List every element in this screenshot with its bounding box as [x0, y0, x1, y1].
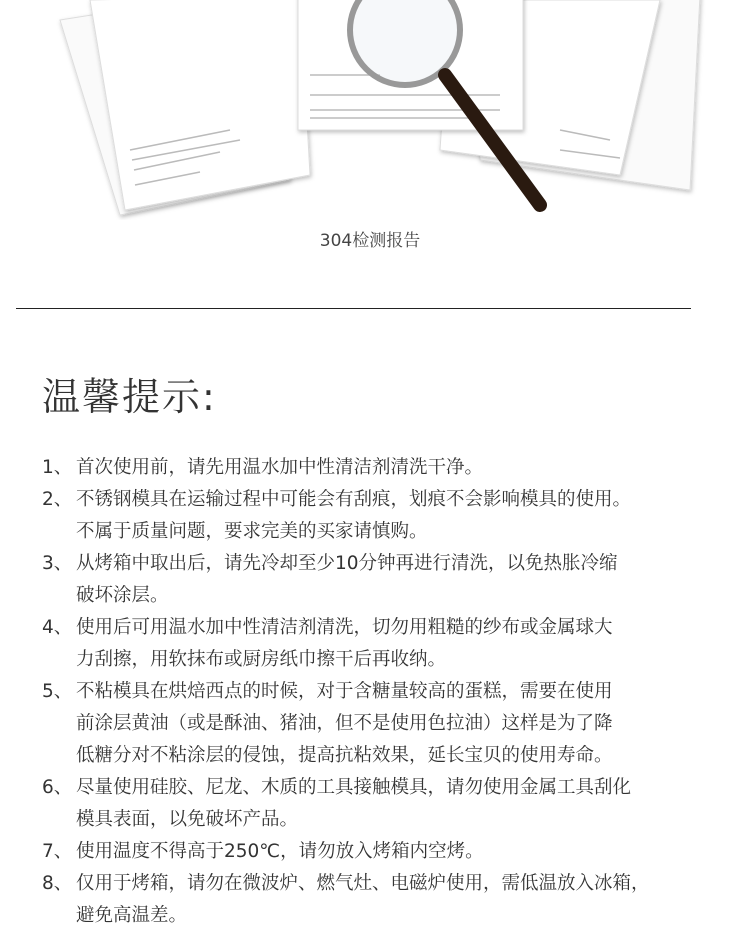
tip-line — [42, 548, 742, 580]
tip-text: 不属于质量问题，要求完美的买家请慎购。 — [76, 521, 428, 542]
tip-text: 不粘模具在烘焙西点的时候，对于含糖量较高的蛋糕，需要在使用 — [76, 681, 613, 702]
tip-item — [42, 612, 742, 676]
divider — [16, 308, 691, 309]
tip-item — [42, 836, 742, 868]
tip-item — [42, 452, 742, 484]
tip-text: 从烤箱中取出后，请先冷却至少10分钟再进行清洗，以免热胀冷缩 — [76, 553, 618, 574]
tip-line — [42, 580, 742, 612]
tip-number: 3、 — [42, 553, 73, 574]
tip-text: 尽量使用硅胶、尼龙、木质的工具接触模具，请勿使用金属工具刮化 — [76, 777, 632, 798]
tip-text: 破坏涂层。 — [76, 585, 169, 606]
tip-text: 首次使用前，请先用温水加中性清洁剂清洗干净。 — [76, 457, 484, 478]
tip-text: 低糖分对不粘涂层的侵蚀，提高抗粘效果，延长宝贝的使用寿命。 — [76, 745, 613, 766]
tip-number: 6、 — [42, 777, 73, 798]
tip-line — [42, 644, 742, 676]
tip-item — [42, 772, 742, 836]
tip-line — [42, 900, 742, 932]
tip-text: 模具表面，以免破坏产品。 — [76, 809, 299, 830]
tips-list — [42, 452, 742, 932]
tip-item — [42, 548, 742, 612]
tip-number: 8、 — [42, 873, 73, 894]
tip-line — [42, 484, 742, 516]
report-caption: 304检测报告 — [319, 231, 421, 251]
tip-number: 5、 — [42, 681, 73, 702]
tip-line — [42, 708, 742, 740]
tips-title: 温馨提示: — [42, 375, 217, 419]
report-sheet-left — [90, 0, 310, 210]
tip-item — [42, 868, 742, 932]
tip-number: 7、 — [42, 841, 73, 862]
tip-text: 仅用于烤箱，请勿在微波炉、燃气灶、电磁炉使用，需低温放入冰箱， — [76, 873, 650, 894]
tip-line — [42, 804, 742, 836]
tip-text: 不锈钢模具在运输过程中可能会有刮痕，划痕不会影响模具的使用。 — [76, 489, 632, 510]
tip-line — [42, 836, 742, 868]
tip-text: 力刮擦，用软抹布或厨房纸巾擦干后再收纳。 — [76, 649, 447, 670]
tip-item — [42, 676, 742, 772]
tip-line — [42, 868, 742, 900]
tip-text: 避免高温差。 — [76, 905, 188, 926]
tip-item — [42, 484, 742, 548]
tip-line — [42, 740, 742, 772]
tip-text: 使用后可用温水加中性清洁剂清洗，切勿用粗糙的纱布或金属球大 — [76, 617, 613, 638]
tip-line — [42, 772, 742, 804]
tip-number: 4、 — [42, 617, 73, 638]
tip-text: 前涂层黄油（或是酥油、猪油，但不是使用色拉油）这样是为了降 — [76, 713, 613, 734]
tip-line — [42, 676, 742, 708]
tip-line — [42, 612, 742, 644]
tip-text: 使用温度不得高于250℃，请勿放入烤箱内空烤。 — [76, 841, 484, 862]
test-report-image — [0, 0, 750, 220]
tip-number: 1、 — [42, 457, 73, 478]
tip-line — [42, 516, 742, 548]
tip-line — [42, 452, 742, 484]
tip-number: 2、 — [42, 489, 73, 510]
